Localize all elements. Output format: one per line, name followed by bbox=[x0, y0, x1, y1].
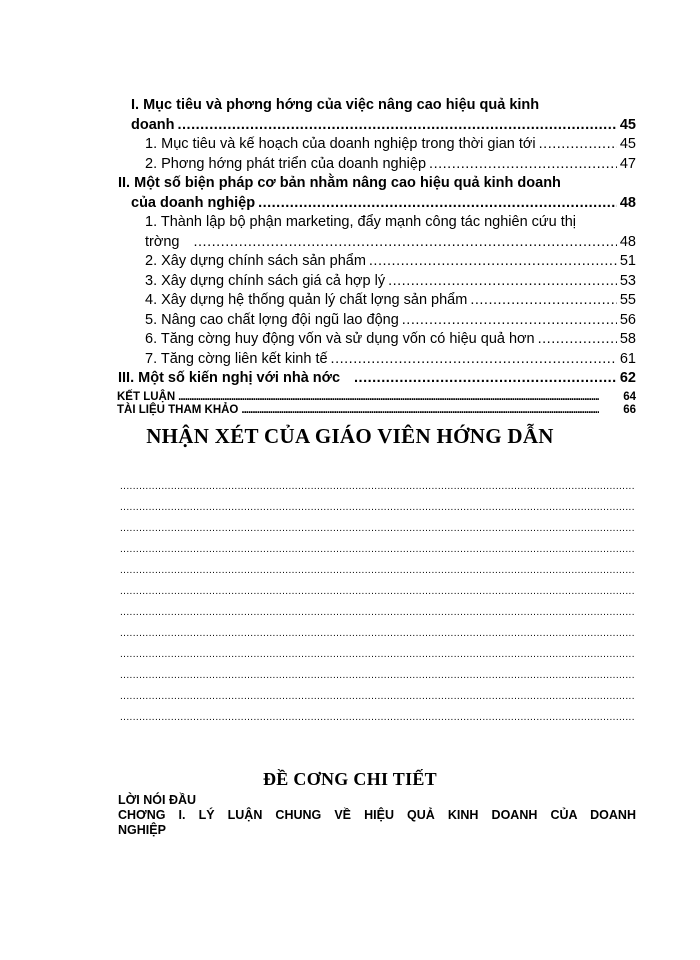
review-section-title: NHẬN XÉT CỦA GIÁO VIÊN HỚNG DẪN bbox=[146, 424, 554, 448]
toc-item-label: 4. Xây dựng hệ thống quản lý chất lợng sản phẩm bbox=[145, 292, 468, 308]
leader-dots bbox=[429, 155, 617, 175]
outline-chapter-1: CHƠNG I. LÝ LUẬN CHUNG VỀ HIỆU QUẢ KINH DOANH CỦA DOANH bbox=[118, 808, 636, 822]
blank-line bbox=[120, 665, 634, 686]
detailed-outline bbox=[118, 793, 636, 838]
blank-line bbox=[120, 644, 634, 665]
leader-dots bbox=[178, 391, 599, 404]
toc-page-number: 51 bbox=[619, 253, 636, 269]
toc-item-2-2 bbox=[118, 252, 636, 272]
toc-section-1-row bbox=[118, 116, 636, 136]
outline-foreword: LỜI NÓI ĐẦU bbox=[118, 793, 197, 807]
leader-dots bbox=[194, 233, 617, 253]
toc-item-label: TÀI LIỆU THAM KHẢO bbox=[117, 403, 239, 416]
toc-section-2-title-cont: của doanh nghiệp bbox=[131, 194, 256, 211]
toc-item-label: KẾT LUẬN bbox=[117, 390, 176, 403]
toc-page-number: 45 bbox=[619, 116, 636, 133]
toc-section-1-title-cont: doanh bbox=[131, 116, 175, 133]
blank-line bbox=[120, 686, 634, 707]
toc-page-number: 45 bbox=[619, 136, 636, 152]
table-of-contents bbox=[118, 96, 636, 417]
toc-item-label: 6. Tăng cờng huy động vốn và sử dụng vốn có hiệu quả hơn bbox=[145, 331, 535, 347]
toc-section-3 bbox=[118, 369, 636, 389]
toc-page-number: 56 bbox=[619, 311, 636, 328]
leader-dots bbox=[178, 116, 617, 136]
outline-title: ĐỀ CƠNG CHI TIẾT bbox=[262, 769, 437, 789]
leader-dots bbox=[369, 252, 617, 272]
blank-line bbox=[120, 518, 634, 539]
blank-line bbox=[120, 497, 634, 518]
leader-dots bbox=[539, 135, 617, 155]
toc-item-2-1-row bbox=[118, 233, 636, 253]
review-writing-lines bbox=[120, 476, 634, 728]
toc-page-number: 53 bbox=[619, 272, 636, 289]
blank-line bbox=[120, 623, 634, 644]
toc-page-number: 66 bbox=[623, 403, 636, 416]
leader-dots bbox=[258, 194, 617, 214]
toc-item-label: 5. Nâng cao chất lợng đội ngũ lao động bbox=[145, 311, 399, 328]
toc-references bbox=[117, 404, 636, 417]
toc-item-2-3 bbox=[118, 272, 636, 292]
toc-item-label: 2. Xây dựng chính sách sản phẩm bbox=[145, 253, 366, 269]
toc-item-label: 2. Phơng hớng phát triển của doanh nghiệp bbox=[145, 155, 427, 172]
toc-conclusion bbox=[117, 391, 636, 404]
toc-item-2-6 bbox=[118, 330, 636, 350]
leader-dots bbox=[354, 369, 617, 389]
toc-section-2-title: II. Một số biện pháp cơ bản nhằm nâng cao hiệu quả kinh doanh bbox=[118, 175, 561, 191]
toc-page-number: 55 bbox=[619, 292, 636, 308]
toc-page-number: 48 bbox=[619, 233, 636, 250]
leader-dots bbox=[241, 404, 599, 417]
toc-page-number: 64 bbox=[623, 390, 636, 403]
toc-item-2-4 bbox=[118, 291, 636, 311]
toc-item-1-1 bbox=[118, 135, 636, 155]
leader-dots bbox=[388, 272, 617, 292]
toc-item-1-2 bbox=[118, 155, 636, 175]
toc-page-number: 48 bbox=[619, 194, 636, 211]
toc-item-label: 7. Tăng cờng liên kết kinh tế bbox=[145, 350, 328, 367]
toc-section-2-row bbox=[118, 194, 636, 214]
toc-item-label: trờng bbox=[145, 233, 180, 250]
outline-chapter-1-cont: NGHIỆP bbox=[118, 823, 166, 837]
blank-line bbox=[120, 581, 634, 602]
toc-item-label: 1. Mục tiêu và kế hoạch của doanh nghiệp trong thời gian tới bbox=[145, 136, 536, 152]
toc-page-number: 47 bbox=[619, 155, 636, 172]
blank-line bbox=[120, 539, 634, 560]
leader-dots bbox=[538, 330, 617, 350]
toc-item-2-1-title: 1. Thành lập bộ phận marketing, đẩy mạnh công tác nghiên cứu thị bbox=[145, 214, 577, 230]
blank-line bbox=[120, 707, 634, 728]
toc-item-label: 3. Xây dựng chính sách giá cả hợp lý bbox=[145, 272, 386, 289]
toc-page-number: 61 bbox=[619, 350, 636, 367]
leader-dots bbox=[402, 311, 617, 331]
toc-page-number: 58 bbox=[619, 331, 636, 347]
blank-line bbox=[120, 476, 634, 497]
blank-line bbox=[120, 560, 634, 581]
leader-dots bbox=[331, 350, 617, 370]
toc-item-2-7 bbox=[118, 350, 636, 370]
toc-item-label: III. Một số kiến nghị với nhà nớc bbox=[118, 370, 341, 386]
leader-dots bbox=[470, 291, 617, 311]
toc-item-2-5 bbox=[118, 311, 636, 331]
blank-line bbox=[120, 602, 634, 623]
toc-section-1-title: I. Mục tiêu và phơng hớng của việc nâng cao hiệu quả kinh bbox=[131, 97, 540, 113]
toc-page-number: 62 bbox=[619, 370, 636, 386]
